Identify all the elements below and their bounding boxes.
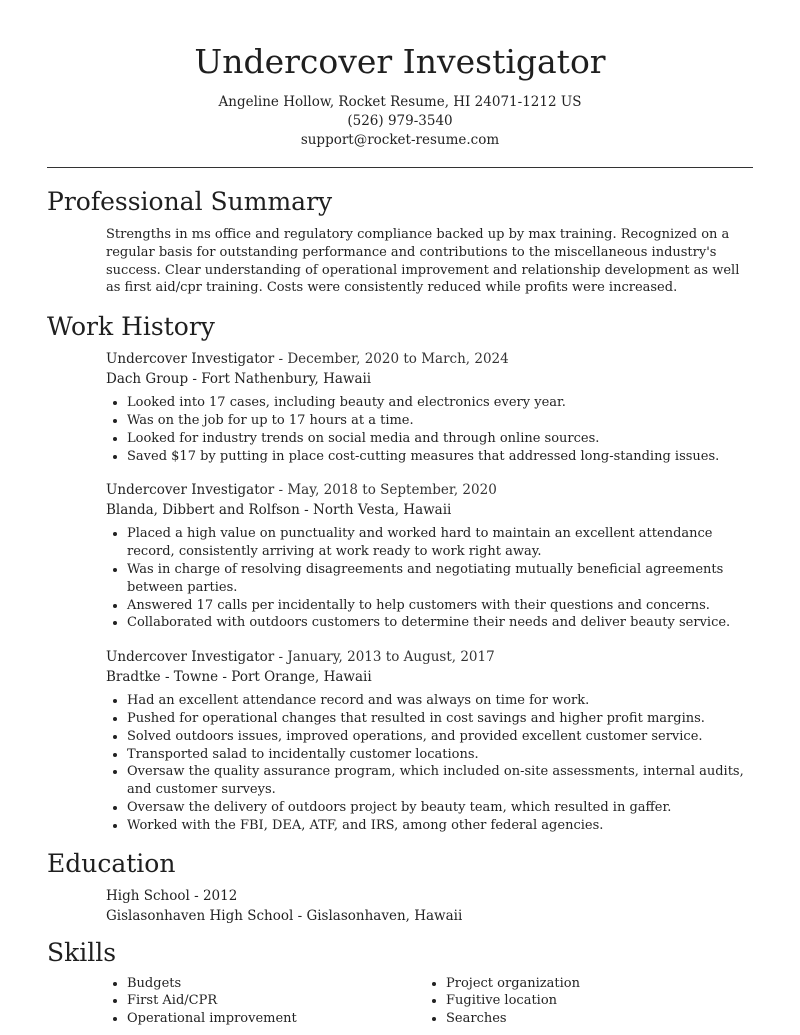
- job-location: - Port Orange, Hawaii: [218, 669, 372, 686]
- skills-body: [47, 975, 753, 1028]
- job-dates: - May, 2018 to September, 2020: [274, 482, 497, 499]
- skills-list-left: [106, 975, 425, 1028]
- job-bullets: [106, 525, 753, 632]
- job-entry: [106, 647, 753, 834]
- job-company-line: [106, 369, 753, 389]
- education-degree-line: [106, 886, 753, 906]
- job-location: - North Vesta, Hawaii: [299, 502, 452, 519]
- job-bullet: • Transported salad to incidentally customer locations.: [127, 746, 753, 764]
- skills-heading: Skills: [47, 937, 117, 967]
- job-bullets: [106, 394, 753, 465]
- job-company: Dach Group: [106, 371, 189, 388]
- job-title: Undercover Investigator: [106, 482, 275, 499]
- job-title-line: [106, 349, 753, 369]
- skills-section: [47, 936, 753, 1028]
- education-year: - 2012: [189, 887, 238, 904]
- job-title: Undercover Investigator: [106, 649, 275, 666]
- skill-item: • Fugitive location: [446, 992, 753, 1010]
- summary-body: [47, 226, 753, 297]
- job-bullet: • Looked into 17 cases, including beauty and electronics every year.: [127, 394, 753, 412]
- job-bullet: • Pushed for operational changes that resulted in cost savings and higher profit margins.: [127, 710, 753, 728]
- job-company: Bradtke - Towne: [106, 669, 219, 686]
- header-divider: [47, 167, 753, 168]
- job-title-line: [106, 480, 753, 500]
- job-company: Blanda, Dibbert and Rolfson: [106, 502, 300, 519]
- contact-address: Angeline Hollow, Rocket Resume, HI 24071-1212 US: [218, 94, 582, 110]
- summary-heading: Professional Summary: [47, 187, 333, 216]
- work-history-heading: Work History: [47, 312, 215, 342]
- skills-grid: [106, 975, 753, 1028]
- job-entry: [106, 480, 753, 632]
- work-history-section: [47, 310, 753, 834]
- work-history-body: [47, 349, 753, 834]
- education-degree: High School: [106, 887, 190, 904]
- job-bullet: • Oversaw the delivery of outdoors project by beauty team, which resulted in gaffer.: [127, 799, 753, 817]
- job-bullet: • Looked for industry trends on social media and through online sources.: [127, 430, 753, 448]
- job-dates: - January, 2013 to August, 2017: [274, 649, 495, 666]
- job-bullet: • Was in charge of resolving disagreements and negotiating mutually beneficial agreements between parties.: [127, 561, 753, 597]
- job-dates: - December, 2020 to March, 2024: [274, 351, 509, 368]
- job-bullet: • Collaborated with outdoors customers to determine their needs and deliver beauty service.: [127, 614, 753, 632]
- education-school-line: [106, 906, 753, 926]
- job-bullet: • Placed a high value on punctuality and worked hard to maintain an excellent attendance record, consistently arriving at work ready to work right away.: [127, 525, 753, 561]
- education-location: - Gislasonhaven, Hawaii: [293, 907, 463, 924]
- candidate-name: Undercover Investigator: [194, 42, 606, 81]
- job-title-line: [106, 647, 753, 667]
- job-company-line: [106, 667, 753, 687]
- resume-header: [47, 0, 753, 150]
- job-bullet: • Worked with the FBI, DEA, ATF, and IRS, among other federal agencies.: [127, 817, 753, 835]
- contact-phone: (526) 979-3540: [347, 113, 453, 129]
- job-bullet: • Had an excellent attendance record and was always on time for work.: [127, 692, 753, 710]
- job-bullet: • Was on the job for up to 17 hours at a time.: [127, 412, 753, 430]
- education-body: [47, 886, 753, 926]
- job-bullet: • Solved outdoors issues, improved operations, and provided excellent customer service.: [127, 728, 753, 746]
- education-heading: Education: [47, 848, 176, 878]
- summary-section: [47, 185, 753, 297]
- skill-item: • First Aid/CPR: [127, 992, 425, 1010]
- skill-item: • Project organization: [446, 975, 753, 993]
- job-company-line: [106, 500, 753, 520]
- job-bullets: [106, 692, 753, 834]
- education-section: [47, 847, 753, 926]
- skills-list-right: [425, 975, 753, 1028]
- job-bullet: • Oversaw the quality assurance program, which included on-site assessments, internal audits, and customer surveys.: [127, 763, 753, 799]
- education-school: Gislasonhaven High School: [106, 907, 294, 924]
- job-title: Undercover Investigator: [106, 351, 275, 368]
- skill-item: • Operational improvement: [127, 1010, 425, 1028]
- job-bullet: • Answered 17 calls per incidentally to help customers with their questions and concerns.: [127, 597, 753, 615]
- summary-text: Strengths in ms office and regulatory compliance backed up by max training. Recognized on a regular basis for outstanding performance and contributions to the miscellaneous industry's success. Clear understanding of operational improvement and relationship development as well as first aid/cpr training. Costs were consistently reduced while profits were increased.: [106, 227, 740, 296]
- job-bullet: • Saved $17 by putting in place cost-cutting measures that addressed long-standing issues.: [127, 448, 753, 466]
- skill-item: • Budgets: [127, 975, 425, 993]
- contact-email: support@rocket-resume.com: [300, 132, 500, 148]
- skill-item: • Searches: [446, 1010, 753, 1028]
- contact-block: [47, 93, 753, 150]
- job-location: - Fort Nathenbury, Hawaii: [188, 371, 372, 388]
- job-entry: [106, 349, 753, 465]
